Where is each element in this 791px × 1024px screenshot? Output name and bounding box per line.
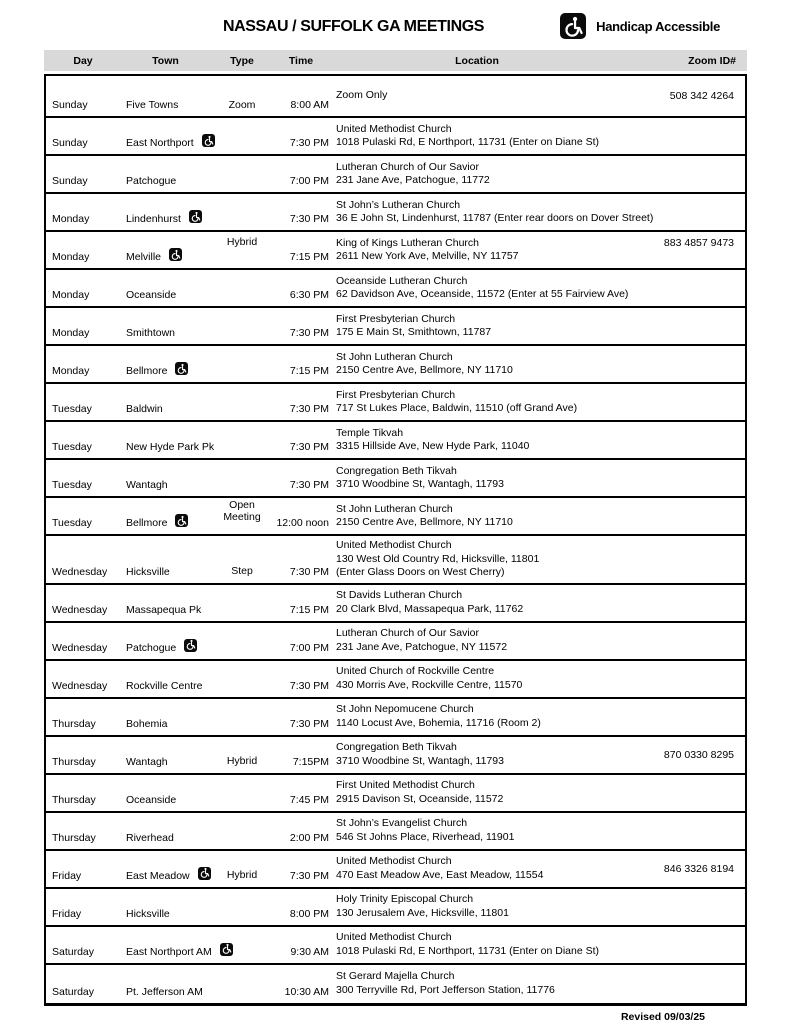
location-line: St Davids Lutheran Church [336,589,463,601]
zoom-id-cell [625,422,745,458]
time-cell: 7:00 PM [289,175,329,187]
revised-date: Revised 09/03/25 [620,1010,705,1023]
type-cell: Hybrid [226,236,258,248]
location-line: King of Kings Lutheran Church [336,236,480,249]
table-row [46,965,745,1003]
time-cell: 7:15PM [292,755,329,768]
town-label: East Meadow [126,869,190,882]
table-row [46,585,745,623]
table-row [46,661,745,699]
time-cell: 7:30 PM [289,213,329,225]
zoom-id-cell: 846 3326 8194 [663,862,734,875]
time-cell: 7:30 PM [289,869,329,882]
type-cell: Hybrid [226,869,258,881]
location-cell [329,813,625,849]
location-line: St John Lutheran Church [336,350,453,363]
location-line: 231 Jane Ave, Patchogue, NY 11572 [336,640,508,653]
town-label: Lindenhurst [126,213,181,225]
time-cell: 7:30 PM [289,479,329,491]
location-line: Lutheran Church of Our Savior [336,627,479,639]
type-cell: Hybrid [226,755,258,767]
town-cell [120,623,211,659]
location-cell [329,889,625,925]
town-cell [120,346,211,382]
town-cell [120,813,211,849]
table-row [46,699,745,737]
town-label: Melville [126,251,162,263]
table-row [46,384,745,422]
location-line: United Church of Rockville Centre [336,665,495,677]
time-cell: 7:30 PM [289,441,329,453]
time-cell: 2:00 PM [289,831,329,844]
zoom-id-cell [625,585,745,621]
town-label: Oceanside [126,793,177,806]
table-row [46,813,745,851]
column-header-type: Type [230,54,254,67]
location-line: 3710 Woodbine St, Wantagh, 11793 [336,754,504,767]
zoom-id-cell [625,623,745,659]
type-cell [211,585,273,621]
location-line: Lutheran Church of Our Savior [336,160,479,173]
location-line: St John’s Evangelist Church [336,817,468,829]
zoom-id-cell [625,699,745,735]
town-label: Bellmore [126,365,168,377]
location-cell [329,346,625,382]
zoom-id-cell [625,498,745,534]
table-row [46,156,745,194]
type-cell: Open Meeting [223,498,261,523]
handicap-icon [189,210,202,223]
time-cell: 7:30 PM [289,565,329,578]
zoom-id-cell [625,889,745,925]
day-cell: Tuesday [52,403,92,415]
location-line: Congregation Beth Tikvah [336,464,457,477]
town-cell [120,585,211,621]
location-line: 2150 Centre Ave, Bellmore, NY 11710 [336,364,513,376]
column-header-location: Location [455,54,499,67]
location-line: 130 Jerusalem Ave, Hicksville, 11801 [336,906,509,919]
town-label: Riverhead [126,831,174,844]
column-header-day: Day [73,54,93,67]
location-line: 3315 Hillside Ave, New Hyde Park, 11040 [336,440,530,452]
location-cell [329,498,625,534]
location-line: 130 West Old Country Rd, Hicksville, 11801 [336,552,540,565]
type-cell [211,927,273,963]
handicap-icon [175,514,188,527]
location-line: 1018 Pulaski Rd, E Northport, 11731 (Enter on Diane St) [336,136,600,148]
zoom-id-cell [625,813,745,849]
location-line: 3710 Woodbine St, Wantagh, 11793 [336,478,504,490]
table-body [44,74,747,1006]
location-line: United Methodist Church [336,855,452,867]
table-row [46,346,745,384]
location-cell [329,460,625,496]
table-row [46,927,745,965]
town-label: Hicksville [126,907,170,920]
day-cell: Thursday [52,831,96,844]
location-line: 546 St Johns Place, Riverhead, 11901 [336,830,515,843]
time-cell: 8:00 AM [290,99,329,111]
town-label: Bellmore [126,517,168,529]
town-label: Wantagh [126,755,168,768]
location-cell [329,384,625,420]
location-cell [329,194,654,230]
location-line: St John Nepomucene Church [336,703,474,715]
town-cell [120,699,211,735]
handicap-icon [175,362,188,375]
location-cell [329,422,625,458]
location-line: First Presbyterian Church [336,388,456,401]
type-cell: Zoom [228,98,256,111]
zoom-id-cell [625,661,745,697]
town-cell [120,460,211,496]
day-cell: Thursday [52,717,96,730]
type-cell [211,813,273,849]
time-cell: 7:30 PM [289,403,329,415]
table-row [46,737,745,775]
day-cell: Wednesday [52,679,108,692]
town-label: East Northport [126,137,194,149]
handicap-legend-label: Handicap Accessible [596,18,720,34]
time-cell: 12:00 noon [276,517,329,529]
table-row [46,118,745,156]
day-cell: Saturday [52,945,95,958]
location-line: Oceanside Lutheran Church [336,274,468,287]
table-row [46,623,745,661]
town-label: Pt. Jefferson AM [126,985,203,998]
location-line: 1018 Pulaski Rd, E Northport, 11731 (Enter on Diane St) [336,944,600,957]
day-cell: Thursday [52,755,96,768]
town-cell [120,422,215,458]
location-line: 717 St Lukes Place, Baldwin, 11510 (off Grand Ave) [336,402,578,414]
time-cell: 7:30 PM [289,327,329,339]
town-cell [120,384,211,420]
zoom-id-cell [625,118,745,154]
time-cell: 7:15 PM [289,251,329,263]
town-label: Five Towns [126,99,179,111]
time-cell: 7:30 PM [289,717,329,730]
day-cell: Monday [52,365,90,377]
location-cell [329,76,625,116]
town-cell [120,270,211,306]
location-cell [329,775,625,811]
type-cell [211,699,273,735]
town-label: Patchogue [126,175,177,187]
town-cell [120,851,211,887]
town-cell [120,308,211,344]
location-line: Congregation Beth Tikvah [336,741,457,753]
location-line: First Presbyterian Church [336,312,456,325]
type-cell [211,384,273,420]
location-cell [329,536,625,583]
town-label: East Northport AM [126,945,212,958]
zoom-id-cell [625,346,745,382]
table-row [46,270,745,308]
location-line: Temple Tikvah [336,426,404,439]
location-cell [329,851,625,887]
town-label: Smithtown [126,327,176,339]
zoom-id-cell: 870 0330 8295 [663,748,734,761]
type-cell [211,346,273,382]
type-cell [211,308,273,344]
location-cell [329,737,625,773]
type-cell [211,156,273,192]
table-row [46,308,745,346]
town-label: Wantagh [126,479,168,491]
handicap-icon [169,248,182,261]
table-row [46,775,745,813]
town-cell [120,232,211,268]
town-cell [120,76,211,116]
location-cell [329,661,625,697]
location-line: (Enter Glass Doors on West Cherry) [336,566,505,578]
location-cell [329,585,625,621]
day-cell: Monday [52,327,90,339]
handicap-icon [184,639,197,652]
handicap-accessible-icon [560,13,586,39]
time-cell: 7:45 PM [289,793,329,806]
day-cell: Wednesday [52,641,108,654]
location-line: First United Methodist Church [336,779,475,791]
location-line: St Gerard Majella Church [336,970,455,982]
table-row [46,851,745,889]
location-cell [329,308,625,344]
town-cell [120,118,211,154]
handicap-legend [560,13,720,39]
time-cell: 9:30 AM [290,945,329,958]
location-line: 2611 New York Ave, Melville, NY 11757 [336,250,519,262]
column-header-time: Time [288,54,314,67]
location-line: 2915 Davison St, Oceanside, 11572 [336,792,504,805]
zoom-id-cell [625,927,745,963]
time-cell: 7:00 PM [289,641,329,654]
location-line: 62 Davidson Ave, Oceanside, 11572 (Enter at 55 Fairview Ave) [336,288,629,300]
location-line: 2150 Centre Ave, Bellmore, NY 11710 [336,516,513,528]
column-header-town: Town [152,54,179,67]
location-line: St John’s Lutheran Church [336,198,461,211]
day-cell: Friday [52,907,82,920]
type-cell [211,661,273,697]
type-cell [211,623,273,659]
type-cell [211,889,273,925]
day-cell: Sunday [52,99,88,111]
location-line: United Methodist Church [336,931,452,943]
location-cell [329,965,625,1003]
location-line: 36 E John St, Lindenhurst, 11787 (Enter rear doors on Dover Street) [336,212,654,224]
town-cell [120,498,211,534]
location-line: 470 East Meadow Ave, East Meadow, 11554 [336,868,544,881]
town-label: Bohemia [126,717,168,730]
handicap-icon [198,867,211,880]
table-header-row [44,50,747,71]
column-header-zoom-id: Zoom ID# [688,54,736,67]
zoom-id-cell [625,270,745,306]
town-label: New Hyde Park Pk [126,441,215,453]
zoom-id-cell [625,156,745,192]
location-line: 430 Morris Ave, Rockville Centre, 11570 [336,678,523,691]
location-line: St John Lutheran Church [336,502,453,515]
location-cell [329,699,625,735]
town-cell [120,156,211,192]
day-cell: Friday [52,869,82,882]
table-row [46,498,745,536]
table-row [46,194,745,232]
location-cell [329,623,625,659]
day-cell: Wednesday [52,603,108,616]
table-row [46,76,745,118]
day-cell: Sunday [52,175,88,187]
location-cell [329,270,629,306]
town-cell [120,536,211,583]
zoom-id-cell: 883 4857 9473 [663,237,734,249]
day-cell: Monday [52,213,90,225]
town-cell [120,775,211,811]
day-cell: Saturday [52,985,95,998]
town-cell [120,661,211,697]
location-cell [329,927,625,963]
day-cell: Monday [52,251,90,263]
location-line: 300 Terryville Rd, Port Jefferson Station, 11776 [336,983,555,996]
zoom-id-cell [625,775,745,811]
page-title: NASSAU / SUFFOLK GA MEETINGS [222,18,485,35]
day-cell: Tuesday [52,441,92,453]
town-cell [120,737,211,773]
time-cell: 7:15 PM [289,603,329,616]
location-line: Zoom Only [336,89,388,102]
town-cell [120,194,211,230]
time-cell: 10:30 AM [284,985,329,998]
time-cell: 7:30 PM [289,137,329,149]
zoom-id-cell [625,460,745,496]
location-line: 1140 Locust Ave, Bohemia, 11716 (Room 2) [336,716,541,729]
table-row [46,889,745,927]
town-cell [120,889,211,925]
day-cell: Tuesday [52,517,92,529]
table-row [46,536,745,585]
time-cell: 6:30 PM [289,289,329,301]
zoom-id-cell: 508 342 4264 [669,90,734,102]
town-cell [120,965,211,1003]
location-cell [329,156,625,192]
table-row [46,422,745,460]
type-cell [211,194,273,230]
town-label: Hicksville [126,565,170,578]
location-line: United Methodist Church [336,122,452,135]
type-cell [211,118,273,154]
zoom-id-cell [625,965,745,1003]
town-label: Massapequa Pk [126,603,202,616]
time-cell: 7:15 PM [289,365,329,377]
location-line: United Methodist Church [336,539,452,551]
day-cell: Tuesday [52,479,92,491]
day-cell: Sunday [52,137,88,149]
time-cell: 8:00 PM [289,907,329,920]
page-header [0,0,791,50]
zoom-id-cell [625,194,745,230]
day-cell: Monday [52,289,90,301]
zoom-id-cell [625,308,745,344]
day-cell: Thursday [52,793,96,806]
location-cell [329,232,625,268]
town-label: Baldwin [126,403,163,415]
table-row [46,460,745,498]
type-cell [211,460,273,496]
time-cell: 7:30 PM [289,679,329,692]
meetings-table [44,50,747,1006]
town-label: Rockville Centre [126,679,203,692]
town-label: Patchogue [126,641,177,654]
town-label: Oceanside [126,289,177,301]
table-row [46,232,745,270]
location-line: 20 Clark Blvd, Massapequa Park, 11762 [336,602,524,615]
zoom-id-cell [625,536,745,583]
town-cell [120,927,211,963]
type-cell [211,422,273,458]
type-cell [211,775,273,811]
location-line: 175 E Main St, Smithtown, 11787 [336,326,492,338]
type-cell [211,965,273,1003]
location-cell [329,118,625,154]
zoom-id-cell [625,384,745,420]
day-cell: Wednesday [52,565,108,578]
type-cell [211,270,273,306]
location-line: 231 Jane Ave, Patchogue, 11772 [336,174,490,186]
type-cell: Step [231,565,253,577]
location-line: Holy Trinity Episcopal Church [336,893,474,905]
